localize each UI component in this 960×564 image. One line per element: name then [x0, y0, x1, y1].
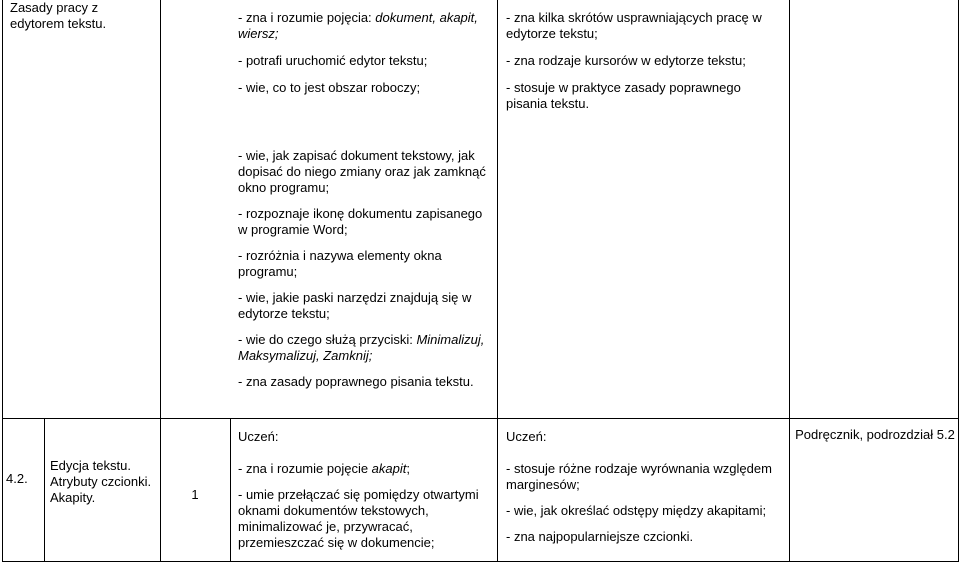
requirement-item: - zna i rozumie pojęcia: dokument, akapit, wiersz; [238, 10, 478, 41]
upper-extended-requirements-cell [506, 10, 784, 112]
hours-value: 1 [191, 487, 199, 502]
topic-text: Edycja tekstu. Atrybuty czcionki. Akapity. [50, 458, 152, 505]
lower-basic-requirements-cell [238, 429, 492, 551]
lesson-number: 4.2. [6, 471, 28, 486]
requirement-item: - zna zasady poprawnego pisania tekstu. [238, 374, 474, 389]
lower-topic-cell [50, 458, 158, 506]
grid-line [160, 0, 161, 562]
lesson-number-cell [6, 471, 42, 487]
grid-line [2, 0, 3, 562]
section-heading: Uczeń: [238, 429, 279, 444]
requirement-item: - stosuje w praktyce zasady poprawnego pisania tekstu. [506, 80, 741, 111]
grid-line [2, 561, 959, 562]
requirement-item: - umie przełączać się pomiędzy otwartymi oknami dokumentów tekstowych, minimalizować je, przywracać, przemieszczać się w dokumencie; [238, 487, 479, 550]
section-heading: Uczeń: [506, 429, 547, 444]
requirement-item: - wie do czego służą przyciski: Minimalizuj, Maksymalizuj, Zamknij; [238, 332, 485, 363]
requirement-item: - stosuje różne rodzaje wyrównania względem marginesów; [506, 461, 772, 492]
upper-basic-requirements-cell [238, 10, 490, 390]
upper-topic-cell [10, 0, 154, 32]
requirement-item: - rozróżnia i nazywa elementy okna programu; [238, 248, 442, 279]
requirement-item: - potrafi uruchomić edytor tekstu; [238, 53, 428, 68]
grid-line [958, 0, 959, 562]
requirement-item: - zna kilka skrótów usprawniających pracę w edytorze tekstu; [506, 10, 762, 41]
grid-line [497, 0, 498, 562]
requirement-item: - wie, jak określać odstępy między akapitami; [506, 503, 767, 518]
requirement-item: - wie, jakie paski narzędzi znajdują się w edytorze tekstu; [238, 290, 472, 321]
grid-line [44, 418, 45, 562]
requirement-item: - zna i rozumie pojęcie akapit; [238, 461, 410, 476]
requirement-item: - zna najpopularniejsze czcionki. [506, 529, 694, 544]
requirement-item: - rozpoznaje ikonę dokumentu zapisanego w programie Word; [238, 206, 483, 237]
grid-line [230, 418, 231, 562]
reference-cell [794, 427, 956, 443]
requirement-item: - wie, jak zapisać dokument tekstowy, jak dopisać do niego zmiany oraz jak zamknąć okno programu; [238, 148, 486, 195]
requirement-item: - wie, co to jest obszar roboczy; [238, 80, 421, 95]
grid-line [789, 0, 790, 562]
requirement-item: - zna rodzaje kursorów w edytorze tekstu; [506, 53, 746, 68]
lower-extended-requirements-cell [506, 429, 786, 545]
reference-text: Podręcznik, podrozdział 5.2 [795, 427, 955, 442]
grid-line [2, 418, 959, 419]
hours-cell [160, 487, 230, 503]
topic-text: Zasady pracy z edytorem tekstu. [10, 0, 107, 31]
